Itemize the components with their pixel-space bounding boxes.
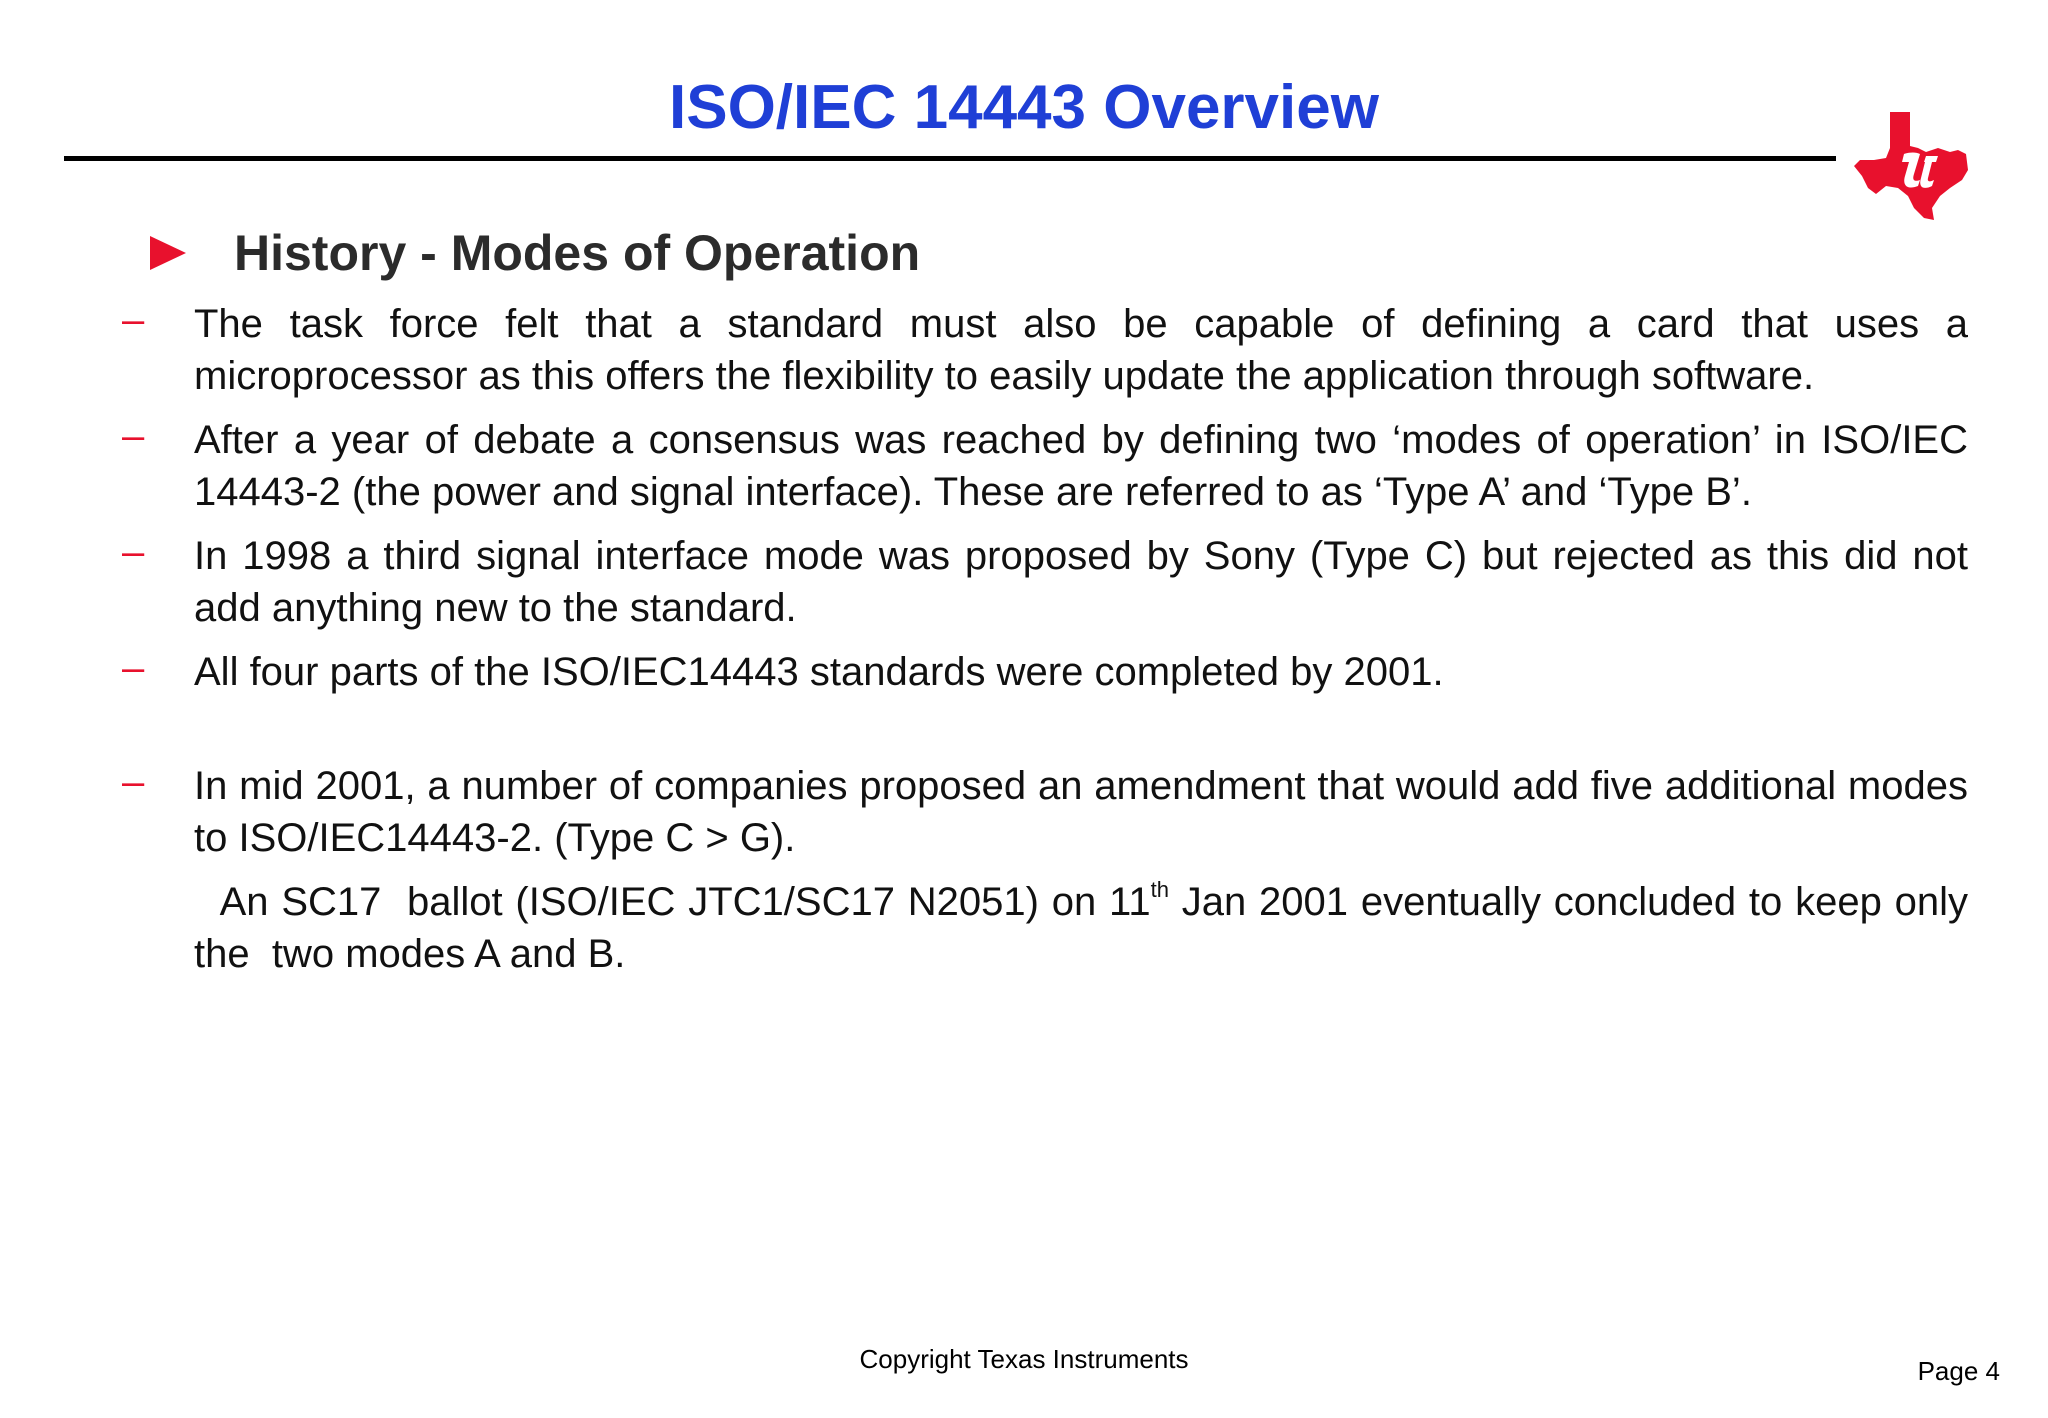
title-divider: [64, 156, 1836, 161]
bullet-text: After a year of debate a consensus was reached by defining two ‘modes of operation’ in ISO/IEC 14443-2 (the power and signal interface). These are referred to as ‘Type A’ and ‘Type B’.: [194, 418, 1968, 514]
section-heading: [150, 220, 920, 286]
bullet-text: In mid 2001, a number of companies proposed an amendment that would add five additional modes to ISO/IEC14443-2. (Type C > G).: [194, 764, 1968, 860]
bullet-list: [108, 298, 1968, 992]
list-item: [108, 414, 1968, 518]
dash-bullet-icon: –: [122, 298, 145, 342]
bullet-text: In 1998 a third signal interface mode was proposed by Sony (Type C) but rejected as this did not add anything new to the standard.: [194, 534, 1968, 630]
bullet-text: The task force felt that a standard must also be capable of defining a card that uses a microprocessor as this offers the flexibility to easily update the application through software.: [194, 302, 1968, 398]
dash-bullet-icon: –: [122, 530, 145, 574]
ti-texas-logo-icon: [1852, 108, 1974, 224]
section-heading-text: History - Modes of Operation: [234, 225, 921, 281]
dash-bullet-icon: –: [122, 414, 145, 458]
list-item: [108, 646, 1968, 698]
dash-bullet-icon: –: [122, 646, 145, 690]
list-item: [108, 298, 1968, 402]
dash-bullet-icon: –: [122, 760, 145, 804]
page-number: Page 4: [1917, 1356, 2000, 1386]
ballot-note-before: An SC17 ballot (ISO/IEC JTC1/SC17 N2051) on 11: [194, 880, 1151, 924]
arrow-bullet-icon: [150, 236, 186, 270]
ordinal-superscript: th: [1150, 877, 1169, 902]
slide-title: ISO/IEC 14443 Overview: [669, 73, 1379, 142]
footer-copyright: Copyright Texas Instruments: [859, 1344, 1189, 1374]
list-item: [108, 530, 1968, 634]
list-item: [108, 760, 1968, 864]
ballot-note-after: Jan 2001 eventually concluded to keep only the two modes A and B.: [194, 880, 1968, 976]
ballot-note-text: [194, 876, 1968, 980]
bullet-text: All four parts of the ISO/IEC14443 standards were completed by 2001.: [194, 650, 1444, 694]
ballot-note: [108, 876, 1968, 980]
